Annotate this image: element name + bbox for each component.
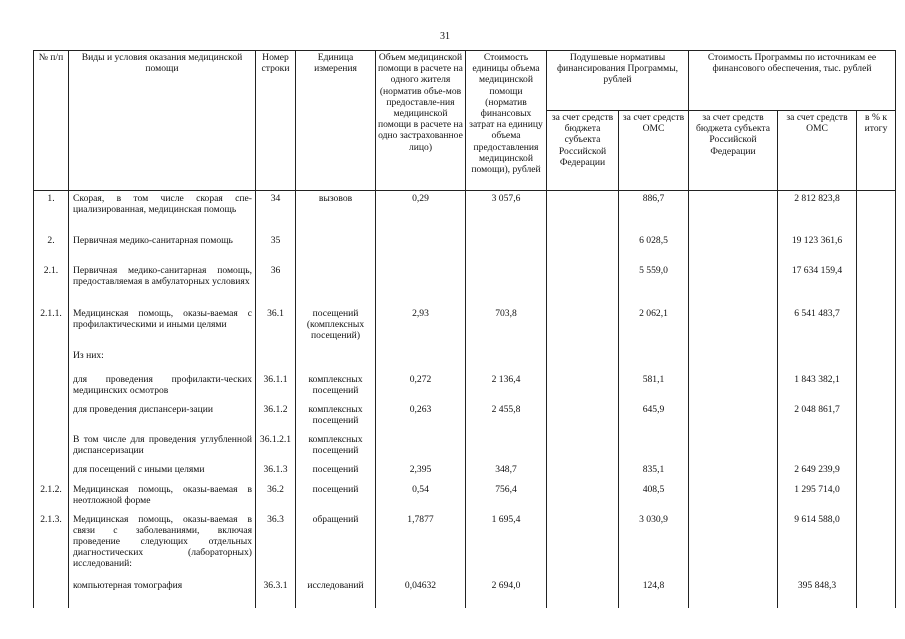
row-prog-oms: 2 048 861,7: [778, 402, 857, 432]
row-number: 2.1.1.: [34, 306, 69, 348]
row-cost: 2 455,8: [466, 402, 547, 432]
row-line: 36.3: [256, 512, 296, 578]
row-pc-oms: 2 062,1: [619, 306, 689, 348]
row-cost: [466, 348, 547, 372]
row-prog-oms: 395 848,3: [778, 578, 857, 608]
table-body: [34, 191, 896, 608]
row-number: [34, 578, 69, 608]
row-unit: посещений: [296, 462, 376, 482]
row-pc-oms: 835,1: [619, 462, 689, 482]
row-prog-budget: [689, 462, 778, 482]
row-line: [256, 348, 296, 372]
row-pct: [857, 482, 896, 512]
row-pc-budget: [547, 512, 619, 578]
row-pc-budget: [547, 372, 619, 402]
row-pc-oms: [619, 348, 689, 372]
row-prog-oms: [778, 348, 857, 372]
row-line: 36.1.2: [256, 402, 296, 432]
row-prog-budget: [689, 191, 778, 233]
row-name: Из них:: [69, 348, 256, 372]
row-number: 2.1.: [34, 263, 69, 306]
page-number: 31: [440, 31, 450, 42]
row-cost: [466, 432, 547, 462]
header-program-pct: в % к итогу: [857, 111, 896, 191]
row-prog-budget: [689, 432, 778, 462]
row-volume: 0,54: [376, 482, 466, 512]
row-pct: [857, 306, 896, 348]
row-pct: [857, 512, 896, 578]
row-number: 2.: [34, 233, 69, 263]
row-pct: [857, 462, 896, 482]
row-pc-budget: [547, 233, 619, 263]
row-number: [34, 348, 69, 372]
row-line: 34: [256, 191, 296, 233]
row-pct: [857, 432, 896, 462]
row-line: 36: [256, 263, 296, 306]
row-cost: 2 694,0: [466, 578, 547, 608]
table-row: [34, 482, 896, 512]
row-volume: 0,29: [376, 191, 466, 233]
row-number: 1.: [34, 191, 69, 233]
row-name: Первичная медико-санитарная помощь, предоставляемая в амбулаторных условиях: [69, 263, 256, 306]
row-cost: 2 136,4: [466, 372, 547, 402]
row-pc-budget: [547, 306, 619, 348]
row-pc-budget: [547, 402, 619, 432]
row-line: 36.3.1: [256, 578, 296, 608]
row-unit: комплексных посещений: [296, 402, 376, 432]
row-number: [34, 372, 69, 402]
row-cost: 756,4: [466, 482, 547, 512]
header-volume: Объем медицинской помощи в расчете на одного жителя (норматив объе-мов предоставле-ния медицинской помощи в расчете на одно застрахованное лицо): [376, 51, 466, 191]
header-program-oms: за счет средств ОМС: [778, 111, 857, 191]
row-name: В том числе для проведения углубленной диспансеризации: [69, 432, 256, 462]
row-volume: 1,7877: [376, 512, 466, 578]
row-pct: [857, 233, 896, 263]
row-pc-oms: 581,1: [619, 372, 689, 402]
row-cost: [466, 263, 547, 306]
row-unit: [296, 233, 376, 263]
row-prog-oms: 6 541 483,7: [778, 306, 857, 348]
row-unit: посещений: [296, 482, 376, 512]
table-row: [34, 578, 896, 608]
row-pc-budget: [547, 432, 619, 462]
header-no: № п/п: [34, 51, 69, 191]
row-cost: [466, 233, 547, 263]
header-program-cost: Стоимость Программы по источникам ее финансового обеспечения, тыс. рублей: [689, 51, 896, 111]
row-name: Медицинская помощь, оказы-ваемая в неотложной форме: [69, 482, 256, 512]
row-name: Первичная медико-санитарная помощь: [69, 233, 256, 263]
row-prog-budget: [689, 263, 778, 306]
row-pct: [857, 191, 896, 233]
row-volume: 0,04632: [376, 578, 466, 608]
row-pc-oms: [619, 432, 689, 462]
row-prog-oms: 2 649 239,9: [778, 462, 857, 482]
row-line: 36.1.1: [256, 372, 296, 402]
row-volume: 0,272: [376, 372, 466, 402]
table-row: [34, 233, 896, 263]
row-prog-budget: [689, 306, 778, 348]
row-pct: [857, 402, 896, 432]
header-per-capita-oms: за счет средств ОМС: [619, 111, 689, 191]
table-row: [34, 402, 896, 432]
row-prog-budget: [689, 233, 778, 263]
row-pct: [857, 372, 896, 402]
row-prog-budget: [689, 348, 778, 372]
row-prog-oms: 1 295 714,0: [778, 482, 857, 512]
row-volume: 2,395: [376, 462, 466, 482]
row-name: компьютерная томография: [69, 578, 256, 608]
table-header: [34, 51, 896, 191]
row-pc-budget: [547, 191, 619, 233]
row-pct: [857, 263, 896, 306]
row-unit: исследований: [296, 578, 376, 608]
row-pc-oms: 886,7: [619, 191, 689, 233]
header-program-budget: за счет средств бюджета субъекта Российской Федерации: [689, 111, 778, 191]
row-prog-oms: 1 843 382,1: [778, 372, 857, 402]
row-number: 2.1.2.: [34, 482, 69, 512]
row-volume: 2,93: [376, 306, 466, 348]
row-unit: комплексных посещений: [296, 372, 376, 402]
row-number: [34, 402, 69, 432]
header-line-no: Номер строки: [256, 51, 296, 191]
table-row: [34, 372, 896, 402]
row-unit: вызовов: [296, 191, 376, 233]
header-per-capita-budget: за счет средств бюджета субъекта Российской Федерации: [547, 111, 619, 191]
row-pc-budget: [547, 462, 619, 482]
row-pc-budget: [547, 578, 619, 608]
row-name: для проведения профилакти-ческих медицинских осмотров: [69, 372, 256, 402]
row-prog-budget: [689, 512, 778, 578]
row-pc-oms: 645,9: [619, 402, 689, 432]
header-unit: Единица измерения: [296, 51, 376, 191]
row-pct: [857, 578, 896, 608]
table-row: [34, 191, 896, 233]
row-volume: 0,263: [376, 402, 466, 432]
row-unit: обращений: [296, 512, 376, 578]
row-unit: посещений (комплексных посещений): [296, 306, 376, 348]
row-pc-oms: 3 030,9: [619, 512, 689, 578]
row-pc-oms: 124,8: [619, 578, 689, 608]
program-table: [33, 50, 896, 608]
row-number: [34, 432, 69, 462]
table-row: [34, 348, 896, 372]
row-line: 36.1.2.1: [256, 432, 296, 462]
row-cost: 3 057,6: [466, 191, 547, 233]
row-cost: 348,7: [466, 462, 547, 482]
row-volume: [376, 263, 466, 306]
row-prog-budget: [689, 372, 778, 402]
row-prog-oms: 17 634 159,4: [778, 263, 857, 306]
row-pct: [857, 348, 896, 372]
row-number: [34, 462, 69, 482]
row-prog-budget: [689, 578, 778, 608]
row-number: 2.1.3.: [34, 512, 69, 578]
row-pc-budget: [547, 482, 619, 512]
row-prog-budget: [689, 402, 778, 432]
row-prog-oms: 2 812 823,8: [778, 191, 857, 233]
header-cost-unit: Стоимость единицы объема медицинской помощи (норматив финансовых затрат на единицу объема предоставления медицинской помощи), рублей: [466, 51, 547, 191]
row-pc-oms: 6 028,5: [619, 233, 689, 263]
row-pc-budget: [547, 263, 619, 306]
row-volume: [376, 233, 466, 263]
row-volume: [376, 348, 466, 372]
row-prog-budget: [689, 482, 778, 512]
row-line: 35: [256, 233, 296, 263]
row-line: 36.1: [256, 306, 296, 348]
row-prog-oms: [778, 432, 857, 462]
row-volume: [376, 432, 466, 462]
table-row: [34, 512, 896, 578]
row-prog-oms: 19 123 361,6: [778, 233, 857, 263]
row-name: Скорая, в том числе скорая спе-циализированная, медицинская помощь: [69, 191, 256, 233]
row-line: 36.2: [256, 482, 296, 512]
row-pc-oms: 408,5: [619, 482, 689, 512]
row-unit: комплексных посещений: [296, 432, 376, 462]
row-unit: [296, 263, 376, 306]
row-name: для посещений с иными целями: [69, 462, 256, 482]
row-name: Медицинская помощь, оказы-ваемая в связи с заболеваниями, включая проведение следующих отдельных диагностических (лабораторных) исследований:: [69, 512, 256, 578]
row-name: для проведения диспансери-зации: [69, 402, 256, 432]
row-prog-oms: 9 614 588,0: [778, 512, 857, 578]
row-line: 36.1.3: [256, 462, 296, 482]
header-per-capita: Подушевые нормативы финансирования Программы, рублей: [547, 51, 689, 111]
table-row: [34, 432, 896, 462]
row-cost: 703,8: [466, 306, 547, 348]
row-cost: 1 695,4: [466, 512, 547, 578]
row-name: Медицинская помощь, оказы-ваемая с профилактическими и иными целями: [69, 306, 256, 348]
row-pc-budget: [547, 348, 619, 372]
header-kind: Виды и условия оказания медицинской помощи: [69, 51, 256, 191]
row-unit: [296, 348, 376, 372]
table-row: [34, 306, 896, 348]
row-pc-oms: 5 559,0: [619, 263, 689, 306]
table-row: [34, 462, 896, 482]
table-row: [34, 263, 896, 306]
